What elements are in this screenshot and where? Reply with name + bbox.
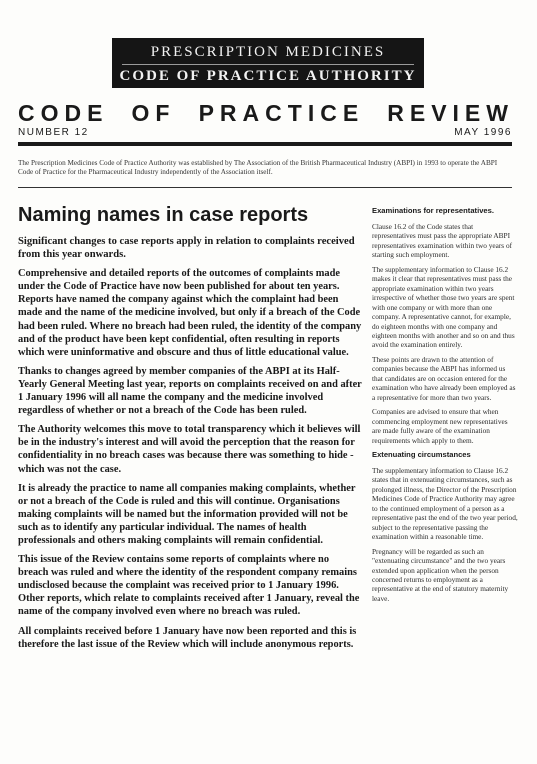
sidebar-heading-extenuating: Extenuating circumstances bbox=[372, 449, 471, 459]
masthead-word-review: REVIEW bbox=[387, 100, 514, 126]
article-lead: Significant changes to case reports apply in relation to complaints received from this year onwards. bbox=[18, 236, 355, 261]
sidebar-column bbox=[372, 206, 518, 608]
sidebar-paragraph: These points are drawn to the attention of companies because the ABPI has informed us that candidates are on occasion entered for the examination who have already been employed as a representative for more than two years. bbox=[372, 354, 516, 402]
sidebar-paragraph: Companies are advised to ensure that when commencing employment new representatives are made fully aware of the examination requirements which apply to them. bbox=[372, 407, 508, 445]
article-paragraph: All complaints received before 1 January have now been reported and this is therefore the last issue of the Review which will include anonymous reports. bbox=[18, 625, 357, 650]
article-paragraph: The Authority welcomes this move to total transparency which it believes will be in the industry's interest and will avoid the perception that the reason for confidentiality in no breach cases was because there was something to hide - which was not the case. bbox=[18, 424, 361, 475]
masthead-word-practice: PRACTICE bbox=[198, 100, 365, 126]
issue-info bbox=[18, 127, 512, 138]
masthead-title bbox=[18, 100, 514, 126]
masthead-word-code: CODE bbox=[18, 100, 109, 126]
authority-banner bbox=[112, 38, 424, 88]
banner-line-1: PRESCRIPTION MEDICINES bbox=[150, 44, 386, 60]
article-paragraph: It is already the practice to name all companies making complaints, whether or not a breach of the Code is ruled and this will continue. Organisations making complaints will be named but the information provided will not be such as to identify any particular individual. The names of health professionals and others making complaints will remain confidential. bbox=[18, 482, 356, 546]
banner-line-2: CODE OF PRACTICE AUTHORITY bbox=[119, 68, 417, 84]
intro-rule bbox=[18, 187, 512, 188]
sidebar-paragraph: The supplementary information to Clause 16.2 states that in extenuating circumstances, such as prolonged illness, the Director of the Prescription Medicines Code of Practice Authority may agree to the continued employment of a person as a representative past the end of the two year period, subject to the representative passing the examination within a reasonable time. bbox=[372, 465, 518, 542]
intro-statement: The Prescription Medicines Code of Practice Authority was established by The Association of the British Pharmaceutical Industry (ABPI) in 1993 to operate the ABPI Code of Practice for the Pharmaceutical Industry independently of the Association itself. bbox=[18, 159, 498, 176]
article-paragraph: This issue of the Review contains some reports of complaints where no breach was ruled and where the identity of the respondent company remains undisclosed because the complaint was received prior to 1 January 1996. Other reports, which relate to complaints received after 1 January, reveal the name of the company involved even where no breach was ruled. bbox=[18, 554, 360, 618]
sidebar-paragraph: The supplementary information to Clause 16.2 makes it clear that representatives must pass the appropriate examination within two years irrespective of whether those two years are spent with one company or with more than one company. A representative cannot, for example, do eighteen months with one company and eighteen months with another and so on and thus avoid the examination entirely. bbox=[372, 264, 515, 350]
article-paragraph: Thanks to changes agreed by member companies of the ABPI at its Half-Yearly General Meeting last year, reports on complaints received on and after 1 January 1996 will all name the company and the medicine involved regardless of whether or not a breach of the Code has been ruled. bbox=[18, 365, 362, 417]
sidebar-paragraph: Clause 16.2 of the Code states that representatives must pass the appropriate ABPI representatives examination within two years of starting such employment. bbox=[372, 222, 513, 260]
masthead-rule bbox=[18, 142, 512, 146]
article-paragraph: Comprehensive and detailed reports of the outcomes of complaints made under the Code of Practice have now been published for about ten years. Reports have named the company against which the complaint had been made and the name of the medicine involved, but only if a breach of the Code had been ruled. Where no breach had been ruled, the identity of the company and of the product have been kept confidential, often resulting in reports which were uninformative and obscure and thus of little educational value. bbox=[18, 268, 362, 358]
main-article bbox=[18, 203, 362, 657]
article-headline: Naming names in case reports bbox=[18, 204, 309, 226]
sidebar-paragraph: Pregnancy will be regarded as such an "extenuating circumstance" and the two years extended upon application when the person concerned returns to employment as a representative at the end of statutory maternity leave. bbox=[372, 546, 509, 603]
issue-date: MAY 1996 bbox=[454, 127, 512, 138]
masthead-word-of: OF bbox=[131, 100, 176, 126]
banner-divider bbox=[122, 64, 414, 65]
issue-number: NUMBER 12 bbox=[18, 127, 89, 138]
sidebar-heading-examinations: Examinations for representatives. bbox=[372, 206, 494, 215]
